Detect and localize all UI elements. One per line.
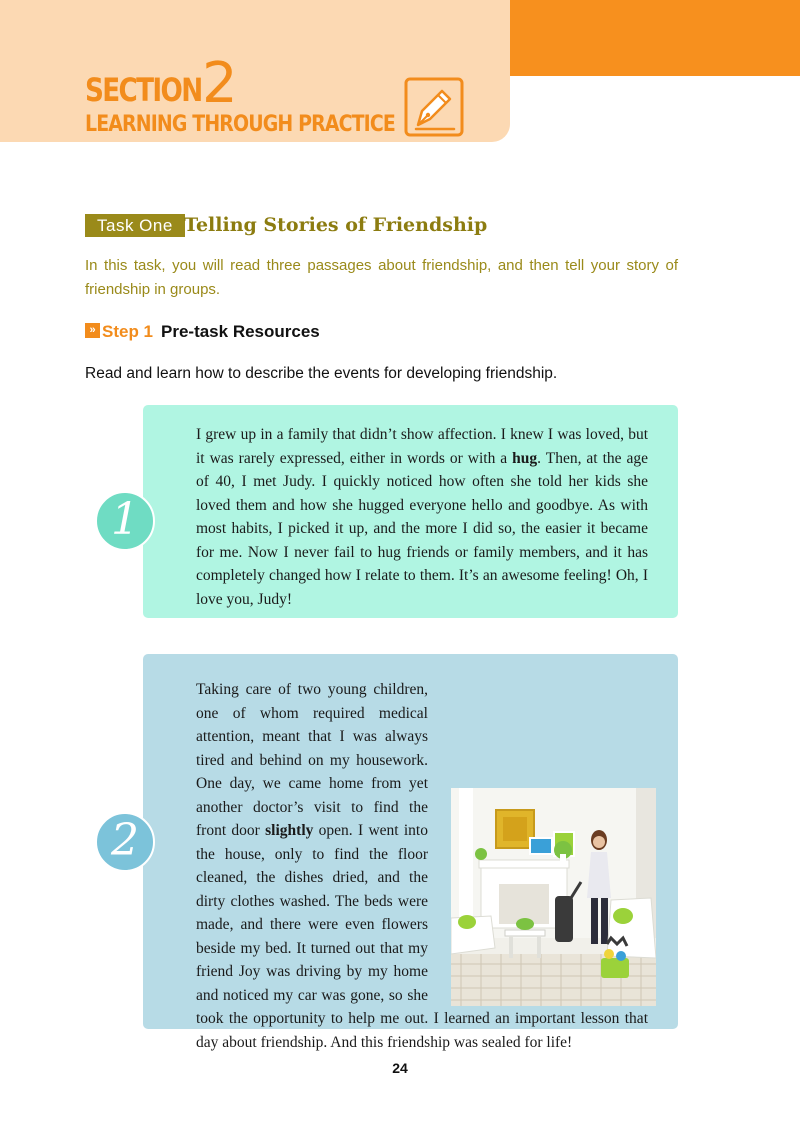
task-tag: Task One [85,214,185,237]
passage-text-1: I grew up in a family that didn’t show affection. I knew I was loved, but it was rarely expressed, either in words or with a hug. Then, at the age of 40, I met Judy. I quickly noticed how often she told her kids she loved them and how she hugged everyone hello and goodbye. As with most habits, I picked it up, and the more I did so, the easier it became for me. Now I never fail to hug friends or family members, and it has completely changed how I relate to them. It’s an awesome feeling! Oh, I love you, Judy! [196,426,648,608]
double-chevron-icon: » [85,323,100,338]
section-label: SECTION [85,71,202,109]
page-number: 24 [392,1060,408,1076]
pen-nib-icon [404,77,464,137]
passage-2-keyword: slightly [265,822,314,839]
orange-corner-block [510,0,800,76]
step-label: Step 1 [102,322,154,341]
section-number: 2 [202,51,238,116]
task-title: Telling Stories of Friendship [184,214,488,236]
section-subtitle: LEARNING THROUGH PRACTICE [85,112,395,137]
passage-card-1 [143,405,678,618]
step-instruction: Read and learn how to describe the events for developing friendship. [85,365,558,382]
passage-number-1: 1 [95,491,155,551]
living-room-photo [451,788,656,1006]
passage-text-2: Taking care of two young children, one of whom required medical attention, meant that I was always tired and behind on my housework. One day, we came home from yet another doctor’s visit to find the front door slightly open. I went into the house, only to find the floor cleaned, the dishes dried, and the dirty clothes washed. The beds were made, and there were even flowers beside my bed. It turned out that my friend Joy was driving by my home and noticed my car was gone, so she took the opportunity to help me out. I learned an important lesson that day about friendship. And this friendship was sealed for life! [196,678,648,1054]
step-title: Pre-task Resources [161,322,320,341]
passage-1-keyword: hug [512,449,538,467]
task-intro: In this task, you will read three passages about friendship, and then tell your story of friendship in groups. [85,257,678,298]
passage-number-2: 2 [95,812,155,872]
